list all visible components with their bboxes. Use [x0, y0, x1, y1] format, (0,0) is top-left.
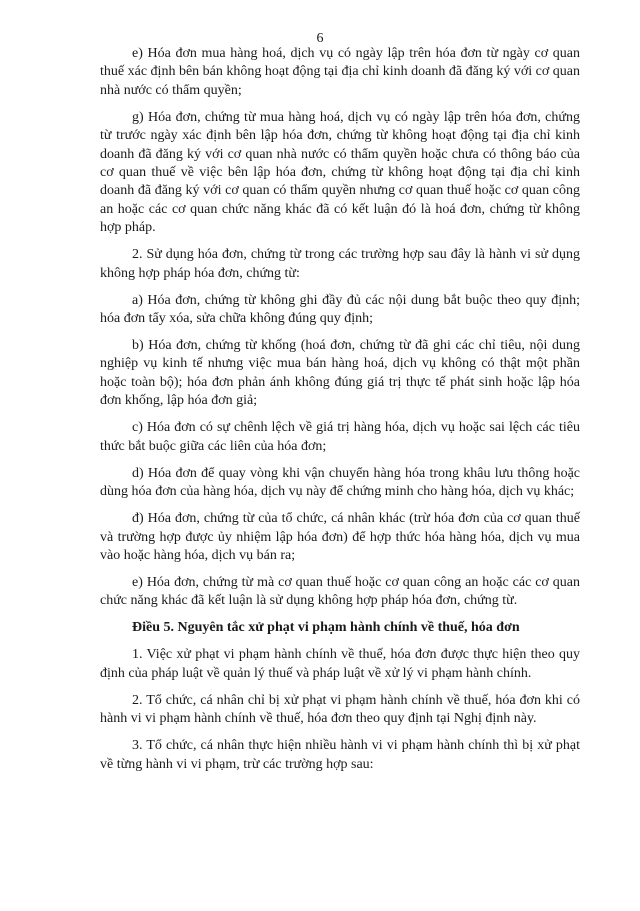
- paragraph-c-value-discrepancy: c) Hóa đơn có sự chênh lệch về giá trị hàng hóa, dịch vụ hoặc sai lệch các tiêu thức bắt buộc giữa các liên của hóa đơn;: [100, 420, 580, 454]
- paragraph-a-incomplete-content: a) Hóa đơn, chứng từ không ghi đầy đủ các nội dung bắt buộc theo quy định; hóa đơn tẩy xóa, sửa chữa không đúng quy định;: [100, 292, 580, 327]
- article-5-heading: Điều 5. Nguyên tắc xử phạt vi phạm hành chính về thuế, hóa đơn: [132, 620, 520, 636]
- paragraph-d-recycled-invoice: d) Hóa đơn để quay vòng khi vận chuyển hàng hóa trong khâu lưu thông hoặc dùng hóa đơn của hàng hóa, dịch vụ này để chứng minh cho hàng hóa, dịch vụ khác;: [100, 465, 580, 500]
- document-body: [100, 45, 580, 783]
- paragraph-article5-3: 3. Tổ chức, cá nhân thực hiện nhiều hành vi vi phạm hành chính thì bị xử phạt về từng hành vi vi phạm, trừ các trường hợp sau:: [100, 738, 580, 772]
- paragraph-article5-2: 2. Tổ chức, cá nhân chỉ bị xử phạt vi phạm hành chính về thuế, hóa đơn khi có hành vi vi phạm hành chính về thuế, hóa đơn theo quy định tại Nghị định này.: [100, 692, 580, 727]
- page-number: 6: [316, 31, 324, 46]
- paragraph-e-invoice-seller-inactive: e) Hóa đơn mua hàng hoá, dịch vụ có ngày lập trên hóa đơn từ ngày cơ quan thuế xác định bên bán không hoạt động tại địa chỉ kinh doanh đã đăng ký với cơ quan nhà nước có thẩm quyền;: [100, 46, 580, 98]
- paragraph-e-concluded-illegal: e) Hóa đơn, chứng từ mà cơ quan thuế hoặc cơ quan công an hoặc các cơ quan chức năng khác đã kết luận là sử dụng không hợp pháp hóa đơn, chứng từ.: [100, 574, 580, 609]
- paragraph-b-fake-invoice: b) Hóa đơn, chứng từ khống (hoá đơn, chứng từ đã ghi các chỉ tiêu, nội dung nghiệp vụ kinh tế nhưng việc mua bán hàng hoá, dịch vụ không có thật một phần hoặc toàn bộ); hóa đơn phản ánh không đúng giá trị thực tế phát sinh hoặc lập hóa đơn khống, lập hóa đơn giả;: [100, 338, 580, 409]
- paragraph-2-illegal-use: 2. Sử dụng hóa đơn, chứng từ trong các trường hợp sau đây là hành vi sử dụng không hợp pháp hóa đơn, chứng từ:: [100, 247, 580, 281]
- paragraph-g-invoice-before-inactive-date: g) Hóa đơn, chứng từ mua hàng hoá, dịch vụ có ngày lập trên hóa đơn, chứng từ trước ngày xác định bên lập hóa đơn, chứng từ không hoạt động tại địa chỉ kinh doanh đã đăng ký với cơ quan nhà nước có thẩm quyền hoặc chưa có thông báo của cơ quan thuế về việc bên lập hóa đơn, chứng từ không hoạt động tại địa chỉ kinh doanh đã đăng ký với cơ quan có thẩm quyền nhưng cơ quan thuế hoặc cơ quan công an hoặc các cơ quan chức năng khác đã có kết luận đó là hoá đơn, chứng từ không hợp pháp.: [100, 109, 580, 236]
- paragraph-article5-1: 1. Việc xử phạt vi phạm hành chính về thuế, hóa đơn được thực hiện theo quy định của pháp luật về quản lý thuế và pháp luật về xử lý vi phạm hành chính.: [100, 647, 580, 681]
- paragraph-dd-other-party-invoice: đ) Hóa đơn, chứng từ của tổ chức, cá nhân khác (trừ hóa đơn của cơ quan thuế và trường hợp được ủy nhiệm lập hóa đơn) để hợp thức hóa hàng hóa, dịch vụ mua vào hoặc hàng hóa, dịch vụ bán ra;: [100, 511, 580, 563]
